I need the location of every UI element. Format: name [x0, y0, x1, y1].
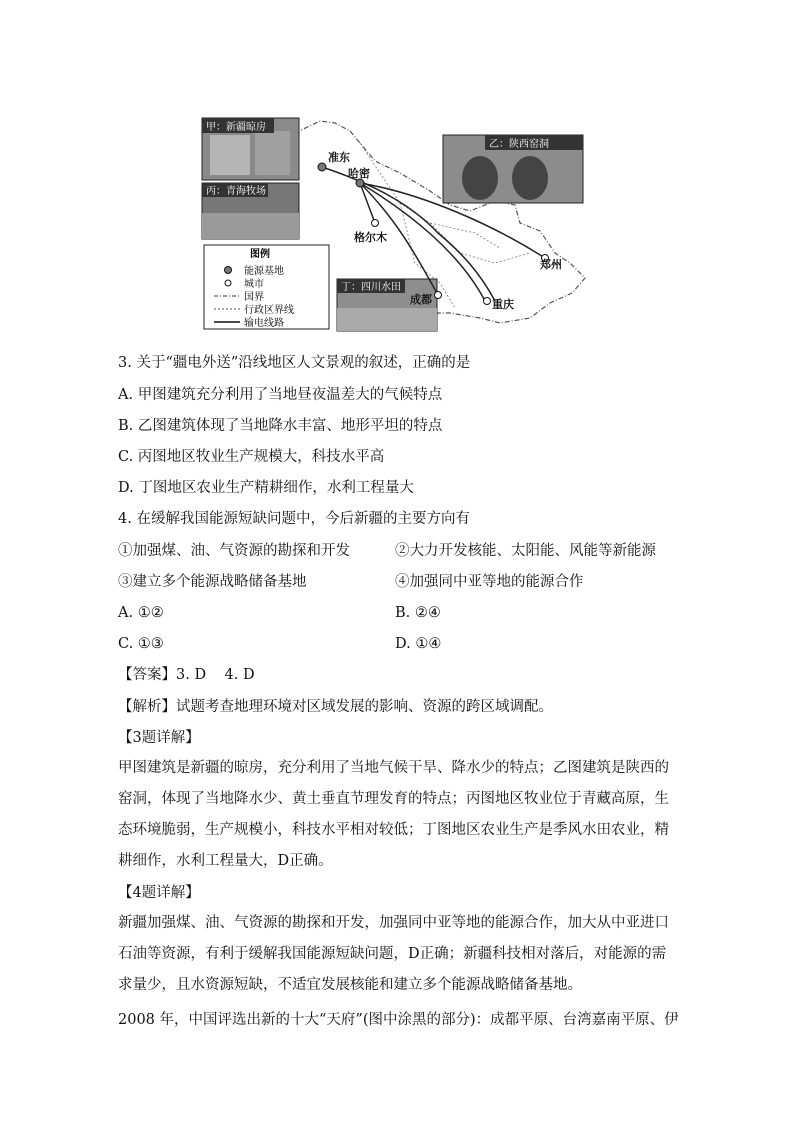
photo-bing [202, 183, 299, 239]
legend-item-transmission-line: 输电线路 [244, 318, 284, 329]
legend [204, 245, 329, 329]
label-chongqing: 重庆 [492, 298, 514, 311]
photo-yi-label: 乙：陕西窑洞 [489, 139, 549, 150]
q4-statements-row2 [118, 572, 678, 592]
q4-statement-1: ①加强煤、油、气资源的勘探和开发 [118, 543, 350, 559]
label-zhundong: 准东 [328, 151, 350, 164]
q4-stem: 4. 在缓解我国能源短缺问题中，今后新疆的主要方向有 [118, 511, 470, 527]
legend-item-city: 城市 [244, 279, 264, 290]
q4-statement-3: ③建立多个能源战略储备基地 [118, 574, 307, 590]
q4-options-row2 [118, 634, 678, 654]
q3-option-b: B. 乙图建筑体现了当地降水丰富、地形平坦的特点 [118, 418, 443, 434]
city-chengdu [435, 292, 442, 299]
q3-option-d: D. 丁图地区农业生产精耕细作，水利工程量大 [118, 480, 414, 496]
q4-statement-2: ②大力开发核能、太阳能、风能等新能源 [395, 543, 656, 559]
detail-3-title: 【3题详解】 [118, 730, 200, 746]
q4-option-a: A. ①② [118, 605, 164, 621]
label-geermu: 格尔木 [354, 231, 387, 244]
photo-jia [202, 118, 299, 180]
photo-jia-label: 甲：新疆晾房 [206, 122, 266, 133]
city-geermu [372, 220, 379, 227]
legend-title: 图例 [250, 249, 270, 260]
photo-yi [443, 135, 583, 203]
city-chongqing [484, 298, 491, 305]
q4-option-d: D. ①④ [395, 636, 442, 652]
detail-4-title: 【4题详解】 [118, 885, 200, 901]
q4-option-b: B. ②④ [395, 605, 441, 621]
detail-4-text: 新疆加强煤、油、气资源的勘探和开发，加强同中亚等地的能源合作，加大从中亚进口石油等资源，有利于缓解我国能源短缺问题，D正确；新疆科技相对落后，对能源的需求量少，且水资源短缺，不适宜发展核能和建立多个能源战略储备基地。 [118, 915, 669, 993]
q4-statement-4: ④加强同中亚等地的能源合作 [395, 574, 584, 590]
legend-item-admin-border: 行政区界线 [244, 305, 294, 316]
label-zhengzhou: 郑州 [540, 258, 562, 271]
q3-option-c: C. 丙图地区牧业生产规模大，科技水平高 [118, 449, 385, 465]
photo-ding-label: 丁：四川水田 [341, 282, 401, 293]
q4-statements-row1 [118, 541, 678, 561]
intro-last-line: 2008 年，中国评选出新的十大“天府”(图中涂黑的部分)：成都平原、台湾嘉南平原、伊 [118, 1012, 679, 1028]
energy-base-zhundong [318, 163, 326, 171]
label-chengdu: 成都 [410, 293, 432, 306]
energy-base-hami [356, 179, 364, 187]
answer-line: 【答案】3. D 4. D [118, 667, 255, 683]
legend-item-energy-base: 能源基地 [244, 266, 284, 277]
q4-options-row1 [118, 603, 678, 623]
detail-3-text: 甲图建筑是新疆的晾房，充分利用了当地气候干旱、降水少的特点；乙图建筑是陕西的窑洞，体现了当地降水少、黄土垂直节理发育的特点；丙图地区牧业位于青藏高原，生态环境脆弱，生产规模小，科技水平相对较低；丁图地区农业生产是季风水田农业，精耕细作，水利工程量大，D正确。 [118, 760, 669, 869]
legend-item-national-border: 国界 [244, 292, 264, 303]
q3-option-a: A. 甲图建筑充分利用了当地昼夜温差大的气候特点 [118, 387, 443, 403]
label-hami: 哈密 [348, 167, 370, 180]
analysis-line: 【解析】试题考查地理环境对区域发展的影响、资源的跨区域调配。 [118, 699, 553, 715]
map-figure [200, 113, 590, 333]
photo-bing-label: 丙：青海牧场 [206, 186, 266, 197]
q3-stem: 3. 关于“疆电外送”沿线地区人文景观的叙述，正确的是 [118, 355, 471, 371]
q4-option-c: C. ①③ [118, 636, 164, 652]
